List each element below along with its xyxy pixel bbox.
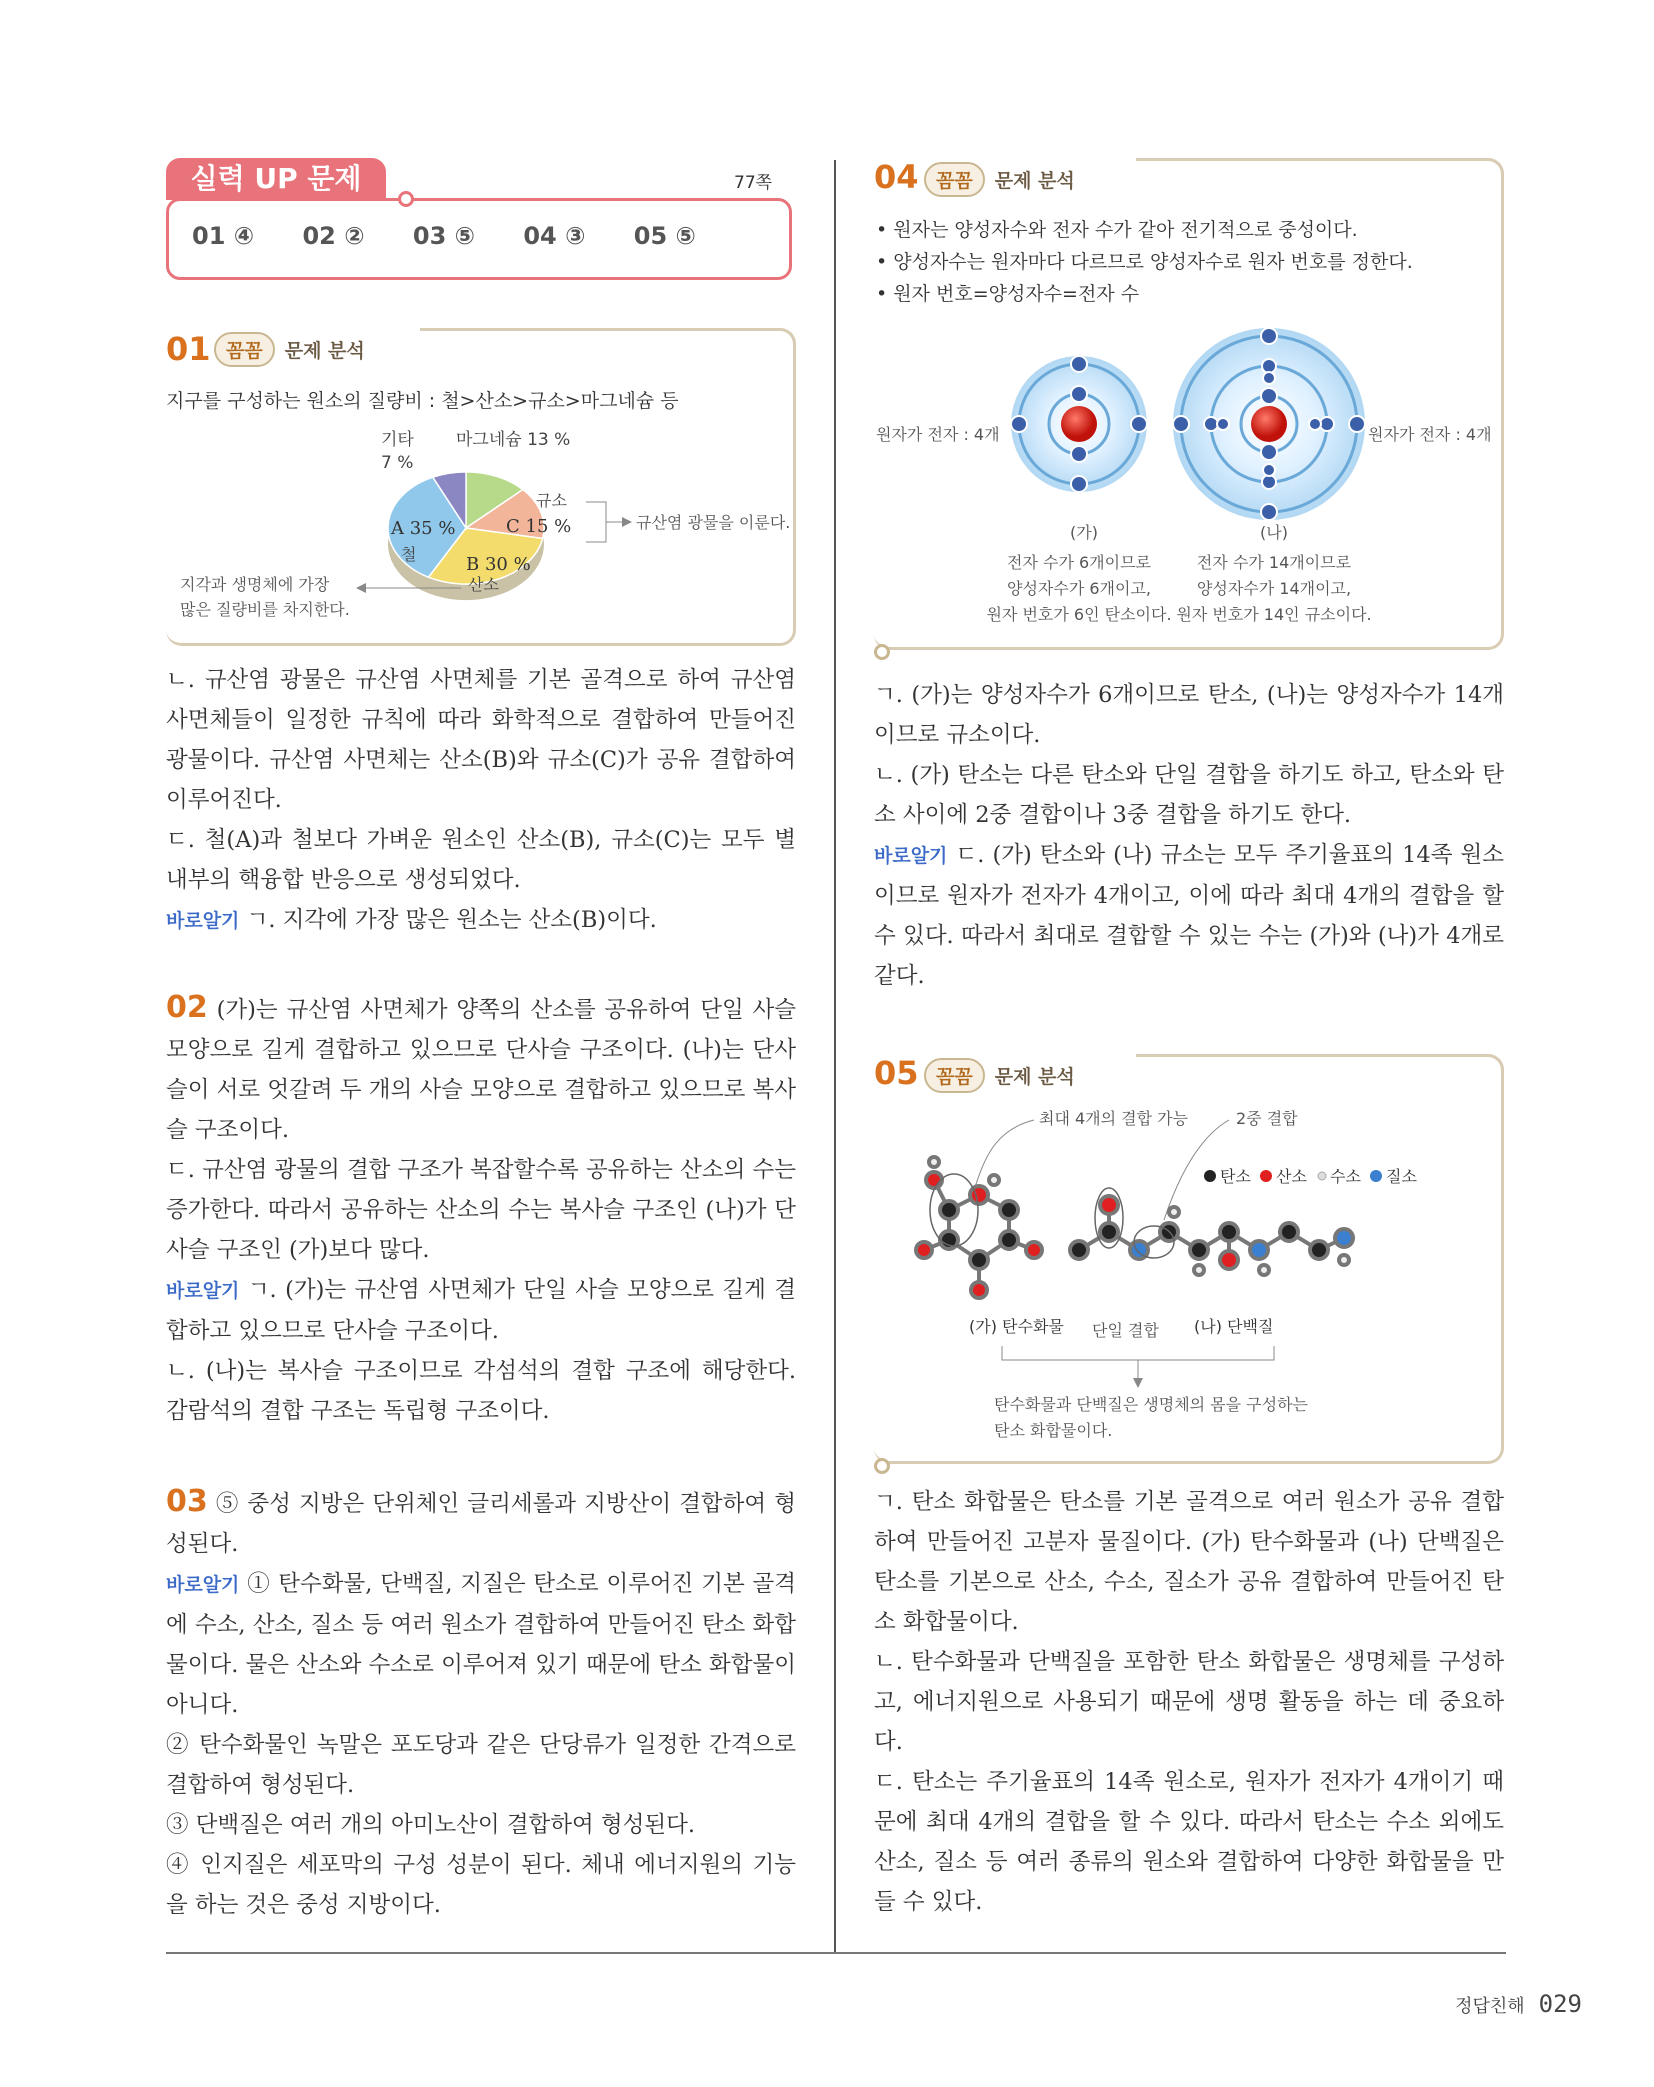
atom-diagram bbox=[874, 318, 1504, 638]
na-desc: 전자 수가 14개이므로 bbox=[1196, 553, 1352, 572]
question-number-03: 03 bbox=[166, 1484, 208, 1519]
arrow-si bbox=[622, 517, 632, 527]
arrow-down bbox=[1133, 1378, 1143, 1388]
arrow-left bbox=[356, 583, 366, 593]
paragraph: ㄷ. 규산염 광물의 결합 구조가 복잡할수록 공유하는 산소의 수는 증가한다. 따라서 공유하는 산소의 수는 복사슬 구조인 (나)가 단사슬 구조인 (가)보다 많다. bbox=[166, 1157, 796, 1263]
q01-pie-chart bbox=[166, 420, 796, 640]
badge-text: 문제 분석 bbox=[284, 340, 365, 362]
label-b: B 30 % bbox=[466, 554, 531, 575]
label-gita-pct: 7 % bbox=[381, 453, 414, 473]
page-reference: 77쪽 bbox=[734, 173, 773, 193]
answer-box-dot bbox=[398, 191, 414, 207]
answer-item: 02 ② bbox=[302, 222, 365, 250]
molecule-diagram bbox=[874, 1100, 1504, 1450]
list-item: ④ 인지질은 세포막의 구성 성분이 된다. 체내 에너지원의 기능을 하는 것은 중성 지방이다. bbox=[166, 1852, 796, 1918]
legend-oxygen-icon bbox=[1260, 1170, 1272, 1182]
legend-carbon-icon bbox=[1204, 1170, 1216, 1182]
q04-body bbox=[874, 675, 1504, 996]
label-mg: 마그네슘 13 % bbox=[456, 430, 571, 450]
label-single: 단일 결합 bbox=[1092, 1321, 1159, 1340]
page-number: 029 bbox=[1538, 1990, 1582, 2018]
section-title-tab bbox=[166, 158, 386, 200]
footer bbox=[1455, 1990, 1582, 2018]
label-o: 산소 bbox=[468, 575, 499, 594]
note-1: 탄수화물과 단백질은 생명체의 몸을 구성하는 bbox=[994, 1395, 1309, 1414]
label-si: 규소 bbox=[536, 491, 567, 510]
label-c: C 15 % bbox=[506, 516, 572, 537]
badge-pill: 꼼꼼 bbox=[924, 162, 985, 197]
question-number-05: 05 bbox=[874, 1054, 919, 1092]
paragraph: ㄴ. (나)는 복사슬 구조이므로 각섬석의 결합 구조에 해당한다. 감람석의 결합 구조는 독립형 구조이다. bbox=[166, 1358, 796, 1424]
bullet: • 원자 번호=양성자수=전자 수 bbox=[876, 283, 1140, 305]
paragraph: (가)는 규산염 사면체가 양쪽의 산소를 공유하여 단일 사슬 모양으로 길게 결합하고 있으므로 단사슬 구조이다. (나)는 단사슬이 서로 엇갈려 두 개의 사슬 모양으로 결합하고 있으므로 복사슬 구조이다. bbox=[166, 997, 797, 1143]
label-carb: (가) 탄수화물 bbox=[969, 1317, 1064, 1336]
box-dot bbox=[874, 1458, 890, 1474]
analysis-box-01-top bbox=[420, 328, 796, 348]
note-2: 탄소 화합물이다. bbox=[994, 1421, 1113, 1440]
paragraph: ㄱ. (가)는 양성자수가 6개이므로 탄소, (나)는 양성자수가 14개이므로 규소이다. bbox=[874, 682, 1504, 748]
badge-pill: 꼼꼼 bbox=[214, 332, 275, 367]
legend-hydrogen-icon bbox=[1318, 1172, 1326, 1180]
na-desc: 양성자수가 14개이고, bbox=[1196, 579, 1352, 598]
baro-text: ㄱ. (가)는 규산염 사면체가 단일 사슬 모양으로 길게 결합하고 있으므로 단사슬 구조이다. bbox=[166, 1277, 796, 1344]
badge-pill: 꼼꼼 bbox=[924, 1058, 985, 1093]
answer-item: 05 ⑤ bbox=[633, 222, 696, 250]
question-number-04: 04 bbox=[874, 158, 919, 196]
q03-body bbox=[166, 1482, 796, 1925]
answer-item: 01 ④ bbox=[192, 222, 255, 250]
footer-label: 정답친해 bbox=[1455, 1996, 1525, 2017]
answer-list bbox=[192, 222, 736, 250]
answer-item: 04 ③ bbox=[523, 222, 586, 250]
valence-right: 원자가 전자 : 4개 bbox=[1368, 425, 1492, 444]
valence-left: 원자가 전자 : 4개 bbox=[876, 425, 1000, 444]
legend-carbon: 탄소 bbox=[1220, 1167, 1251, 1186]
label-double: 2중 결합 bbox=[1236, 1109, 1298, 1128]
bracket-bottom bbox=[1002, 1346, 1274, 1380]
q05-body bbox=[874, 1482, 1504, 1922]
paragraph: ㄱ. 탄소 화합물은 탄소를 기본 골격으로 여러 원소가 공유 결합하여 만들어진 고분자 물질이다. (가) 탄수화물과 (나) 단백질은 탄소를 기본으로 산소, 수소, 질소가 공유 결합하여 만들어진 탄소 화합물이다. bbox=[874, 1489, 1504, 1635]
baro-label: 바로알기 bbox=[166, 1574, 240, 1596]
label-fe: 철 bbox=[401, 545, 417, 564]
pointer-max4 bbox=[974, 1120, 1034, 1190]
ga-desc: 원자 번호가 6인 탄소이다. bbox=[986, 605, 1172, 624]
list-item: ③ 단백질은 여러 개의 아미노산이 결합하여 형성된다. bbox=[166, 1812, 696, 1838]
ga-desc: 양성자수가 6개이고, bbox=[1007, 579, 1151, 598]
paragraph: ㄴ. 규산염 광물은 규산염 사면체를 기본 골격으로 하여 규산염 사면체들이 일정한 규칙에 따라 화학적으로 결합하여 만들어진 광물이다. 규산염 사면체는 산소(B)와 규소(C)가 공유 결합하여 이루어진다. bbox=[166, 667, 796, 813]
list-item: ② 탄수화물인 녹말은 포도당과 같은 단당류가 일정한 간격으로 결합하여 형성된다. bbox=[166, 1732, 796, 1798]
bullet: • 양성자수는 원자마다 다르므로 양성자수로 원자 번호를 정한다. bbox=[876, 251, 1413, 273]
legend-hydrogen: 수소 bbox=[1330, 1167, 1361, 1186]
analysis-box-05-top bbox=[1136, 1054, 1504, 1074]
legend-nitrogen: 질소 bbox=[1386, 1167, 1417, 1186]
q02-body bbox=[166, 988, 796, 1431]
bullet: • 원자는 양성자수와 전자 수가 같아 전기적으로 중성이다. bbox=[876, 219, 1358, 241]
badge-text: 문제 분석 bbox=[994, 1066, 1075, 1088]
section-title: 실력 UP 문제 bbox=[190, 162, 362, 195]
baro-text: ① 탄수화물, 단백질, 지질은 탄소로 이루어진 기본 골격에 수소, 산소, 질소 등 여러 원소가 결합하여 만들어진 탄소 화합물이다. 물은 산소와 수소로 이루어져 있기 때문에 탄소 화합물이 아니다. bbox=[166, 1571, 797, 1718]
analysis-box-04-top bbox=[1136, 158, 1504, 178]
question-number-01: 01 bbox=[166, 330, 211, 368]
carbohydrate-molecule bbox=[916, 1157, 1042, 1298]
na-desc: 원자 번호가 14인 규소이다. bbox=[1176, 605, 1372, 624]
bracket-si bbox=[586, 502, 622, 542]
carbon-atom bbox=[1011, 356, 1147, 492]
answer-item: 03 ⑤ bbox=[412, 222, 475, 250]
label-gita: 기타 bbox=[381, 430, 414, 450]
label-max4: 최대 4개의 결합 가능 bbox=[1039, 1109, 1189, 1128]
box-dot bbox=[874, 644, 890, 660]
baro-text: ㄷ. (가) 탄소와 (나) 규소는 모두 주기율표의 14족 원소이므로 원자가 전자가 4개이고, 이에 따라 최대 4개의 결합을 할 수 있다. 따라서 최대로 결합할 수 있는 수는 (가)와 (나)가 4개로 같다. bbox=[874, 842, 1505, 989]
ga-desc: 전자 수가 6개이므로 bbox=[1007, 553, 1151, 572]
note-right: 규산염 광물을 이룬다. bbox=[636, 513, 791, 532]
q01-statement: 지구를 구성하는 원소의 질량비 : 철>산소>규소>마그네슘 등 bbox=[166, 390, 679, 412]
q01-body bbox=[166, 660, 796, 941]
baro-text: ㄱ. 지각에 가장 많은 원소는 산소(B)이다. bbox=[246, 907, 657, 933]
label-protein: (나) 단백질 bbox=[1194, 1317, 1274, 1336]
q04-bullets bbox=[876, 214, 1413, 310]
paragraph: ㄷ. 탄소는 주기율표의 14족 원소로, 원자가 전자가 4개이기 때문에 최대 4개의 결합을 할 수 있다. 따라서 탄소는 수소 외에도 산소, 질소 등 여러 종류의 원소와 결합하여 다양한 화합물을 만들 수 있다. bbox=[874, 1769, 1504, 1915]
footer-rule bbox=[166, 1952, 1506, 1954]
baro-label: 바로알기 bbox=[166, 910, 240, 932]
baro-label: 바로알기 bbox=[166, 1280, 240, 1302]
protein-molecule bbox=[1070, 1196, 1353, 1275]
badge-text: 문제 분석 bbox=[994, 170, 1075, 192]
legend-nitrogen-icon bbox=[1370, 1170, 1382, 1182]
baro-label: 바로알기 bbox=[874, 845, 948, 867]
column-divider bbox=[834, 160, 836, 1952]
paragraph: ⑤ 중성 지방은 단위체인 글리세롤과 지방산이 결합하여 형성된다. bbox=[166, 1491, 796, 1557]
note-left-1: 지각과 생명체에 가장 bbox=[180, 575, 330, 594]
question-number-02: 02 bbox=[166, 990, 208, 1025]
legend-oxygen: 산소 bbox=[1276, 1167, 1307, 1186]
label-a: A 35 % bbox=[391, 518, 456, 539]
label-na: (나) bbox=[1260, 523, 1288, 542]
paragraph: ㄷ. 철(A)과 철보다 가벼운 원소인 산소(B), 규소(C)는 모두 별 내부의 핵융합 반응으로 생성되었다. bbox=[166, 827, 796, 893]
note-left-2: 많은 질량비를 차지한다. bbox=[180, 600, 350, 619]
legend bbox=[1204, 1167, 1417, 1186]
paragraph: ㄴ. (가) 탄소는 다른 탄소와 단일 결합을 하기도 하고, 탄소와 탄소 사이에 2중 결합이나 3중 결합을 하기도 한다. bbox=[874, 762, 1504, 828]
paragraph: ㄴ. 탄수화물과 단백질을 포함한 탄소 화합물은 생명체를 구성하고, 에너지원으로 사용되기 때문에 생명 활동을 하는 데 중요하다. bbox=[874, 1649, 1504, 1755]
silicon-atom bbox=[1173, 328, 1365, 520]
label-ga: (가) bbox=[1070, 523, 1098, 542]
